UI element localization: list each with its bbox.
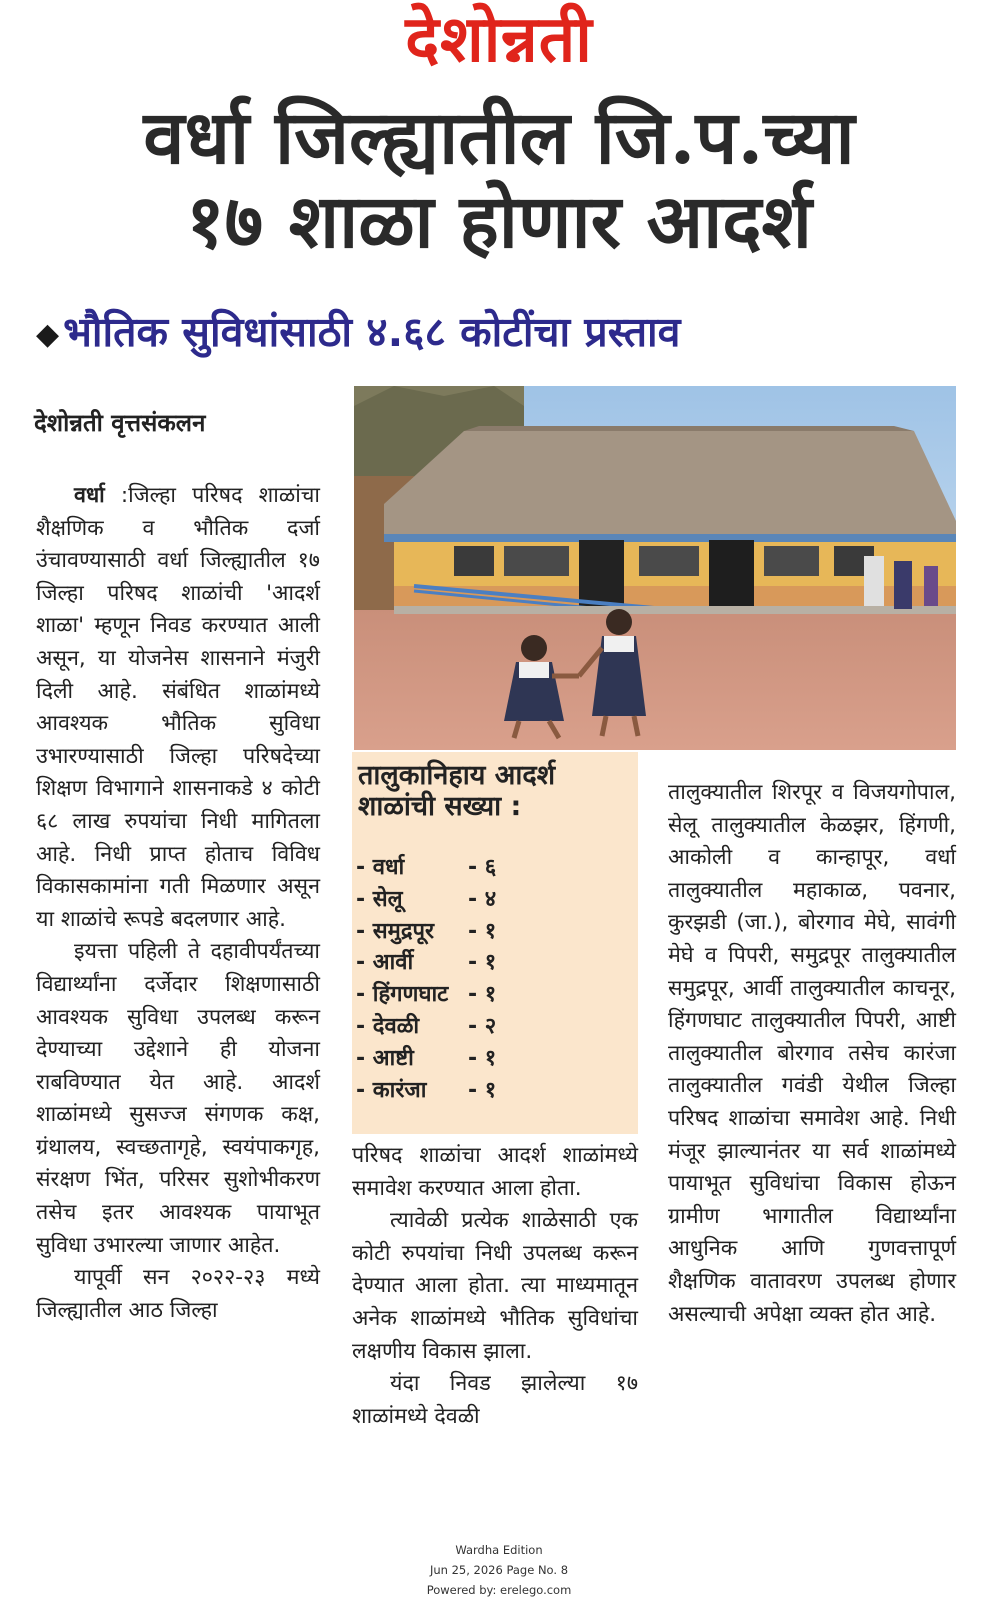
paragraph: परिषद शाळांचा आदर्श शाळांमध्ये समावेश करण्यात आला होता.: [352, 1143, 638, 1201]
taluka-name: - हिंगणघाट: [356, 982, 449, 1008]
paragraph: त्यावेळी प्रत्येक शाळेसाठी एक कोटी रुपयांचा निधी उपलब्ध करून देण्यात आला होता. त्या माध्यमातून अनेक शाळांमध्ये भौतिक सुविधांचा लक्षणीय विकास झाला.: [352, 1208, 638, 1364]
taluka-name: - समुद्रपूर: [356, 918, 434, 944]
taluka-list: [356, 852, 638, 1106]
taluka-count: - १: [468, 1077, 497, 1103]
taluka-count: - २: [468, 1013, 497, 1039]
footer-date-page: Jun 25, 2026 Page No. 8: [429, 1563, 569, 1577]
taluka-count: - ४: [468, 886, 497, 912]
paragraph: [36, 480, 320, 936]
footer-edition: Wardha Edition: [455, 1543, 543, 1557]
diamond-bullet-icon: ◆: [36, 317, 60, 352]
taluka-name: - आर्वी: [356, 950, 414, 976]
list-item: [356, 916, 638, 948]
subheadline: [36, 302, 936, 365]
taluka-name: - देवळी: [356, 1013, 420, 1039]
headline-line-2: १७ शाळा होणार आदर्श: [186, 179, 812, 265]
footer-powered-by: Powered by: erelego.com: [426, 1583, 572, 1597]
article-column-2: [352, 1140, 638, 1433]
headline-line-1: वर्धा जिल्ह्यातील जि.प.च्या: [143, 95, 855, 181]
byline: देशोन्नती वृत्तसंकलन: [34, 409, 206, 437]
taluka-name: - कारंजा: [356, 1077, 427, 1103]
list-item: [356, 1011, 638, 1043]
taluka-count: - ६: [468, 855, 497, 880]
masthead-logo: देशोन्नती: [405, 2, 593, 77]
list-item: [356, 1043, 638, 1075]
list-item: [356, 852, 638, 884]
list-item: [356, 884, 638, 916]
taluka-sidebar-box: [352, 752, 638, 1134]
article-column-1: [36, 480, 320, 1327]
taluka-count: - १: [468, 1045, 497, 1071]
taluka-count: - १: [468, 918, 497, 944]
paragraph: यापूर्वी सन २०२२-२३ मध्ये जिल्ह्यातील आठ जिल्हा: [36, 1265, 320, 1323]
article-column-3: [668, 777, 956, 1331]
subheadline-text: भौतिक सुविधांसाठी ४.६८ कोटींचा प्रस्ताव: [63, 308, 681, 356]
sidebar-title: तालुकानिहाय आदर्श शाळांची सख्या :: [358, 760, 556, 822]
list-item: [356, 979, 638, 1011]
taluka-count: - १: [468, 982, 497, 1008]
paragraph-text: :जिल्हा परिषद शाळांचा शैक्षणिक व भौतिक दर्जा उंचावण्यासाठी वर्धा जिल्ह्यातील १७ जिल्हा परिषद शाळांची 'आदर्श शाळा' म्हणून निवड करण्यात आली असून, या योजनेस शासनाने मंजुरी दिली आहे. संबंधित शाळांमध्ये आवश्यक भौतिक सुविधा उभारण्यासाठी जिल्हा परिषदेच्या शिक्षण विभागाने शासनाकडे ४ कोटी ६८ लाख रुपयांचा निधी मागितला आहे. निधी प्राप्त होताच विविध विकासकामांना गती मिळणार असून या शाळांचे रूपडे बदलणार आहे.: [36, 483, 320, 932]
taluka-name: - आष्टी: [356, 1045, 414, 1071]
taluka-name: - वर्धा: [356, 855, 405, 880]
taluka-count: - १: [468, 950, 497, 976]
school-photo-image: [354, 386, 956, 750]
dateline-place: वर्धा: [74, 483, 105, 508]
taluka-name: - सेलू: [356, 886, 403, 912]
paragraph: इयत्ता पहिली ते दहावीपर्यंतच्या विद्यार्थ्यांना दर्जेदार शिक्षणासाठी आवश्यक सुविधा उपलब्ध करून देण्याच्या उद्देशाने ही योजना राबविण्यात येत आहे. आदर्श शाळांमध्ये सुसज्ज संगणक कक्ष, ग्रंथालय, स्वच्छतागृहे, स्वयंपाकगृह, संरक्षण भिंत, परिसर सुशोभीकरण तसेच इतर आवश्यक पायाभूत सुविधा उभारल्या जाणार आहेत.: [36, 939, 320, 1258]
school-photo: [354, 386, 956, 750]
paragraph: यंदा निवड झालेल्या १७ शाळांमध्ये देवळी: [352, 1371, 638, 1429]
paragraph: तालुक्यातील शिरपूर व विजयगोपाल, सेलू तालुक्यातील केळझर, हिंगणी, आकोली व कान्हापूर, वर्धा तालुक्यातील महाकाळ, पवनार, कुरझडी (जा.), बोरगाव मेघे, सावंगी मेघे व पिपरी, समुद्रपूर तालुक्यातील समुद्रपूर, आर्वी तालुक्यातील काचनूर, हिंगणघाट तालुक्यातील पिपरी, आष्टी तालुक्यातील बोरगाव तसेच कारंजा तालुक्यातील गवंडी येथील जिल्हा परिषद शाळांचा समावेश आहे. निधी मंजूर झाल्यानंतर या सर्व शाळांमध्ये पायाभूत सुविधांचा विकास होऊन ग्रामीण भागातील विद्यार्थ्यांना आधुनिक आणि गुणवत्तापूर्ण शैक्षणिक वातावरण उपलब्ध होणार असल्याची अपेक्षा व्यक्त होत आहे.: [668, 780, 956, 1327]
list-item: [356, 947, 638, 979]
list-item: [356, 1075, 638, 1107]
